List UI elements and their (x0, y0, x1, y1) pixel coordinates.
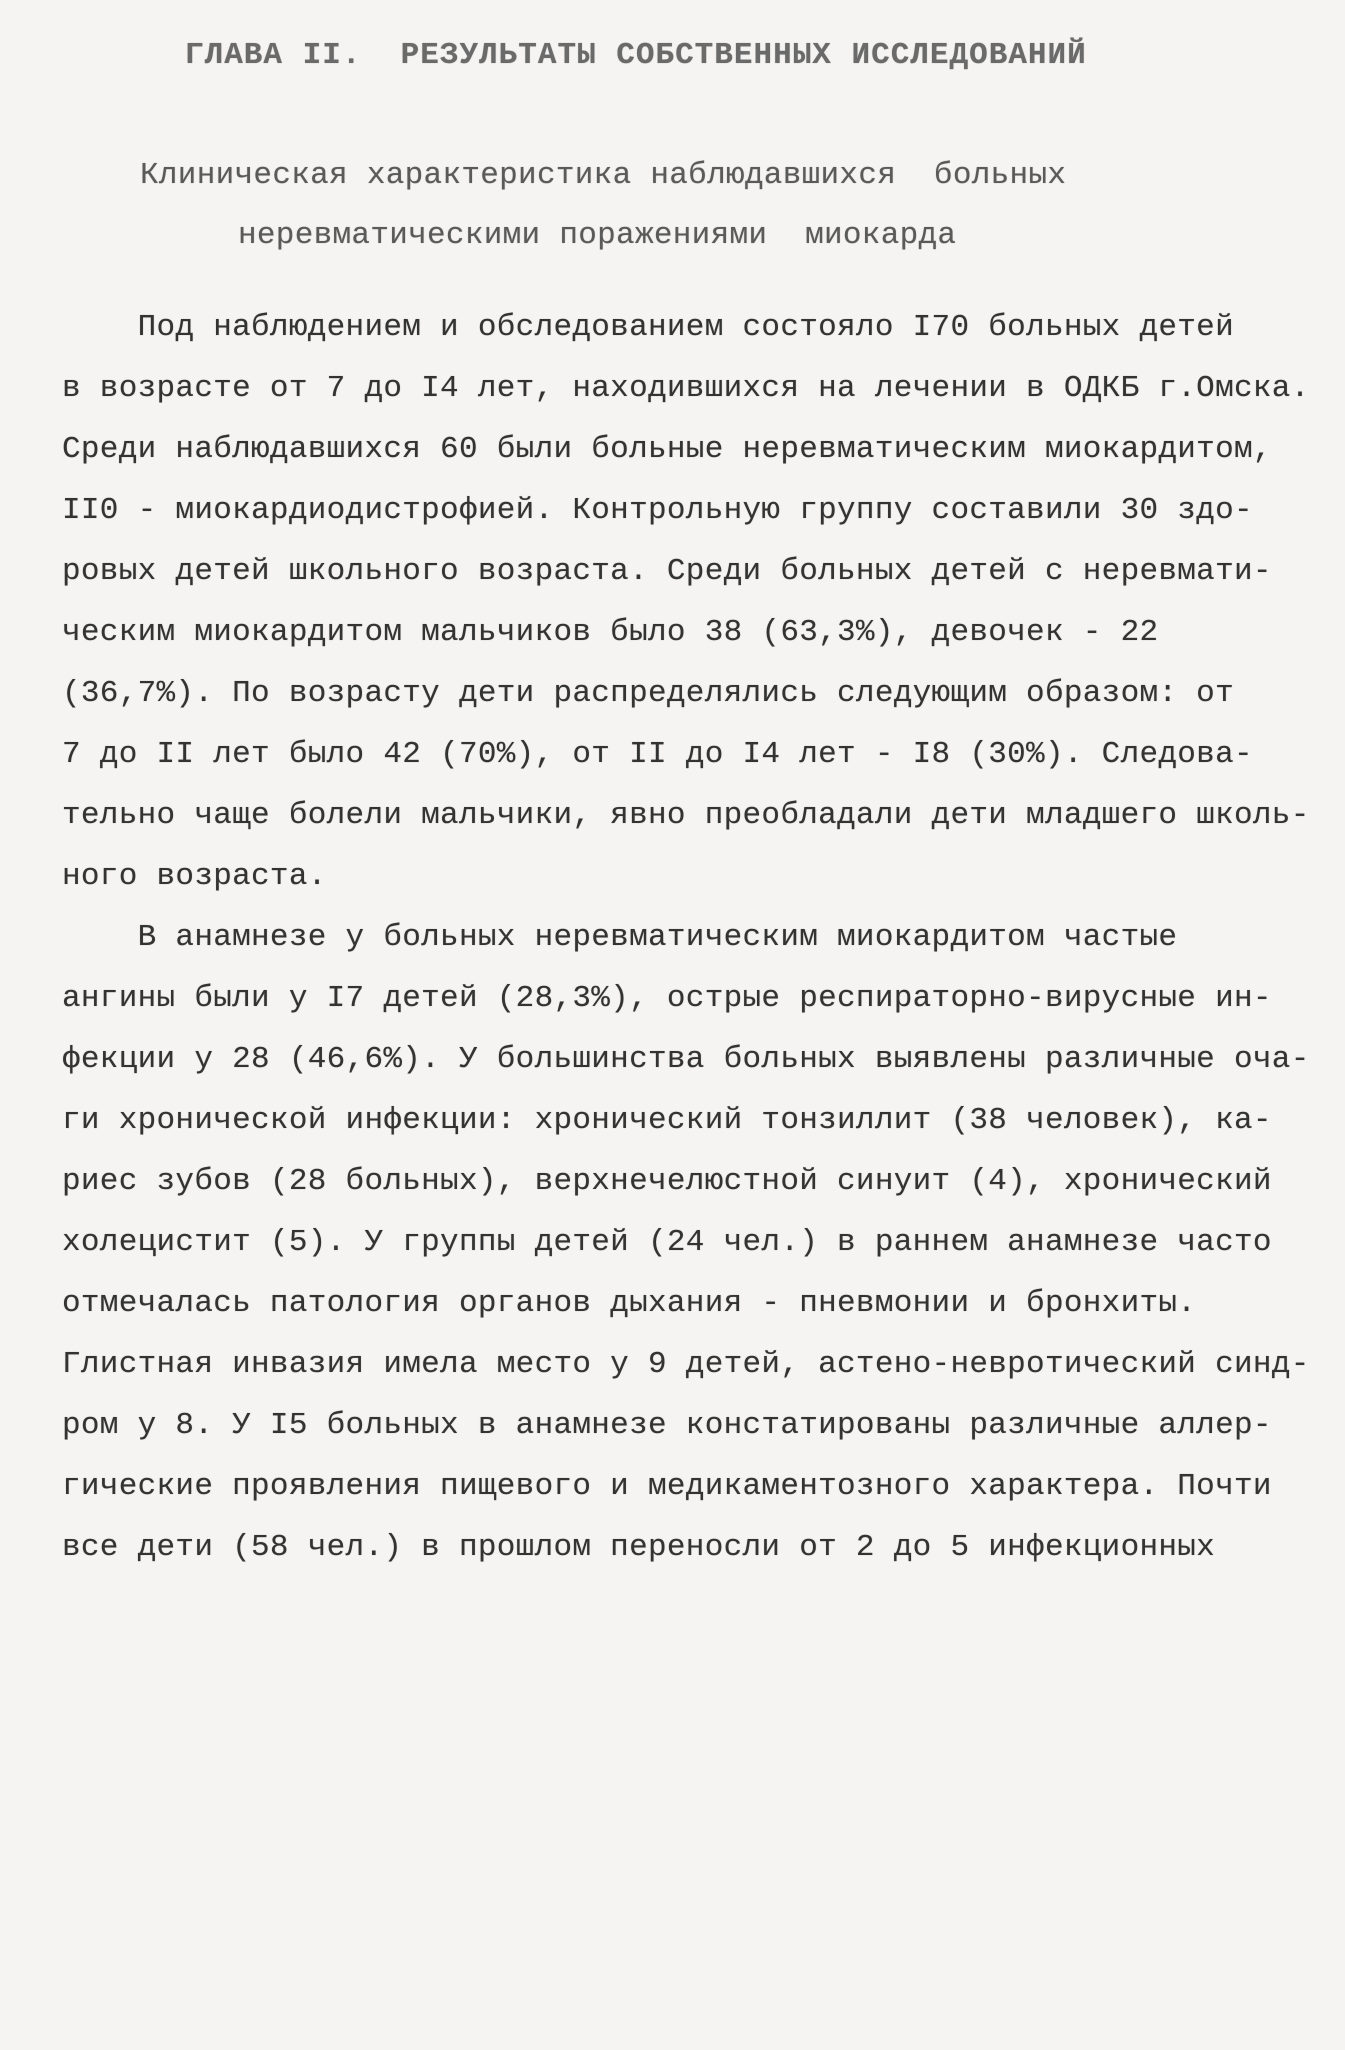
paragraph-1-line-2: в возрасте от 7 до I4 лет, находившихся на лечении в ОДКБ г.Омска. (62, 371, 1310, 406)
paragraph-1-line-3: Среди наблюдавшихся 60 были больные неревматическим миокардитом, (62, 432, 1272, 467)
section-title-line-1: Клиническая характеристика наблюдавшихся больных (140, 158, 1067, 193)
paragraph-2-line-7: отмечалась патология органов дыхания - пневмонии и бронхиты. (62, 1286, 1197, 1321)
paragraph-2-line-5: риес зубов (28 больных), верхнечелюстной синуит (4), хронический (62, 1164, 1272, 1199)
paragraph-1-line-4: II0 - миокардиодистрофией. Контрольную группу составили 30 здо- (62, 493, 1253, 528)
paragraph-2-line-3: фекции у 28 (46,6%). У большинства больных выявлены различные оча- (62, 1042, 1310, 1077)
paragraph-2-line-8: Глистная инвазия имела место у 9 детей, астено-невротический синд- (62, 1347, 1310, 1382)
paragraph-2-line-2: ангины были у I7 детей (28,3%), острые респираторно-вирусные ин- (62, 981, 1272, 1016)
paragraph-2-line-4: ги хронической инфекции: хронический тонзиллит (38 человек), ка- (62, 1103, 1272, 1138)
chapter-title: ГЛАВА II. РЕЗУЛЬТАТЫ СОБСТВЕННЫХ ИССЛЕДОВАНИЙ (185, 38, 1087, 73)
paragraph-1-line-10: ного возраста. (62, 859, 327, 894)
paragraph-2-line-10: гические проявления пищевого и медикаментозного характера. Почти (62, 1469, 1272, 1504)
paragraph-1-line-5: ровых детей школьного возраста. Среди больных детей с неревмати- (62, 554, 1272, 589)
section-title-line-2: неревматическими поражениями миокарда (238, 218, 957, 253)
paragraph-1-line-6: ческим миокардитом мальчиков было 38 (63,3%), девочек - 22 (62, 615, 1159, 650)
paragraph-2-line-11: все дети (58 чел.) в прошлом переносли от 2 до 5 инфекционных (62, 1530, 1216, 1565)
paragraph-2-line-1: В анамнезе у больных неревматическим миокардитом частые (62, 920, 1178, 955)
paragraph-1-line-1: Под наблюдением и обследованием состояло I70 больных детей (62, 310, 1234, 345)
paragraph-1-line-7: (36,7%). По возрасту дети распределялись следующим образом: от (62, 676, 1234, 711)
paragraph-1-line-8: 7 до II лет было 42 (70%), от II до I4 лет - I8 (30%). Следова- (62, 737, 1253, 772)
paragraph-2-line-9: ром у 8. У I5 больных в анамнезе констатированы различные аллер- (62, 1408, 1272, 1443)
paragraph-2-line-6: холецистит (5). У группы детей (24 чел.) в раннем анамнезе часто (62, 1225, 1272, 1260)
paragraph-1-line-9: тельно чаще болели мальчики, явно преобладали дети младшего школь- (62, 798, 1310, 833)
